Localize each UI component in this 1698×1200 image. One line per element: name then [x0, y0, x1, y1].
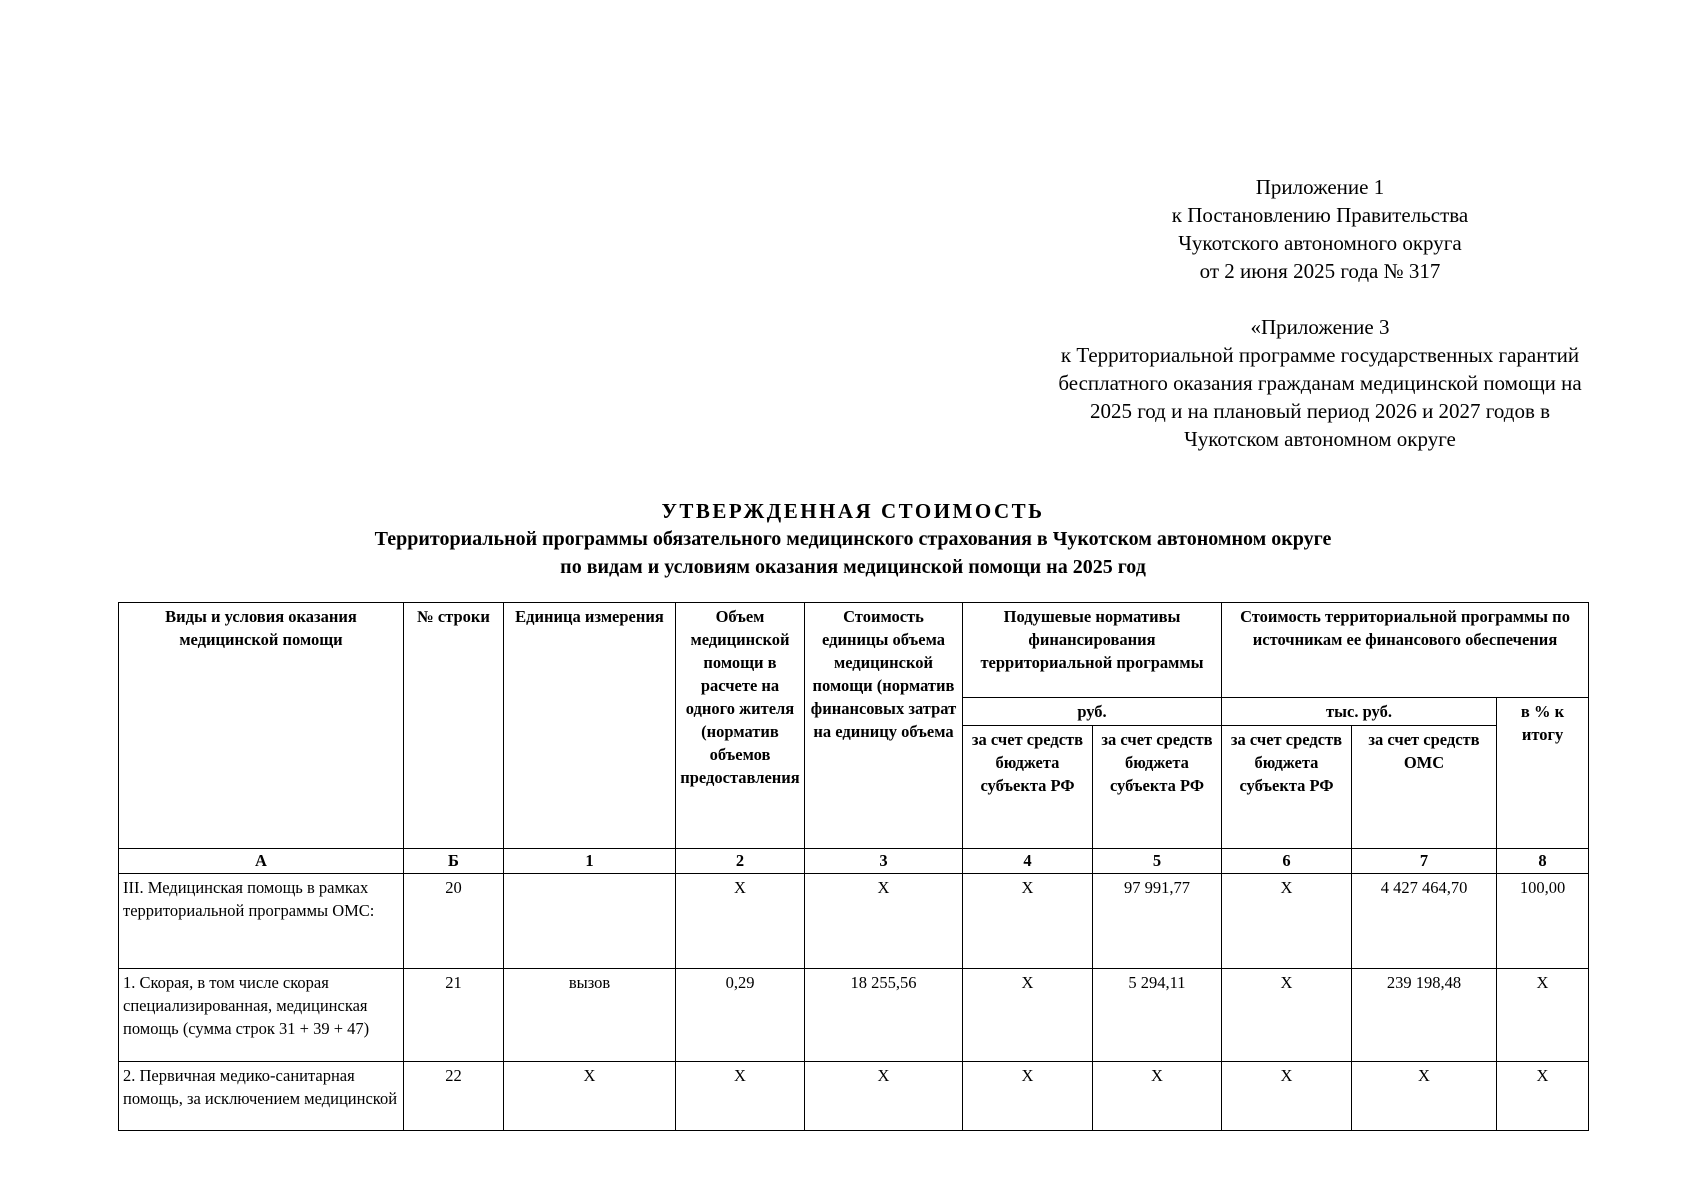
cell-unit-cost: 18 255,56	[805, 969, 963, 1062]
header-budget: за счет средств бюджета субъекта РФ	[1093, 726, 1222, 849]
header-per-capita: Подушевые нормативы финансирования территориальной программы	[963, 603, 1222, 698]
header-care-type: Виды и условия оказания медицинской помощи	[119, 603, 404, 849]
header-rub: руб.	[963, 698, 1222, 726]
column-code: 6	[1222, 849, 1352, 874]
cell-per-capita-oms: Х	[1093, 1062, 1222, 1131]
header-thousand-rub: тыс. руб.	[1222, 698, 1497, 726]
cell-unit-cost: Х	[805, 874, 963, 969]
column-code: 1	[504, 849, 676, 874]
header-program-cost: Стоимость территориальной программы по источникам ее финансового обеспечения	[1222, 603, 1589, 698]
appendix-1-line: Приложение 1	[1255, 175, 1385, 199]
appendix-3-line: бесплатного оказания гражданам медицинской помощи на	[1058, 371, 1582, 395]
table-row	[119, 969, 1589, 1062]
cell-volume: Х	[676, 874, 805, 969]
cell-percent: Х	[1497, 969, 1589, 1062]
appendix-3-line: к Территориальной программе государственных гарантий	[1060, 343, 1580, 367]
column-code: А	[119, 849, 404, 874]
cell-percent: Х	[1497, 1062, 1589, 1131]
column-code: 4	[963, 849, 1093, 874]
cell-cost-budget: Х	[1222, 874, 1352, 969]
column-code: Б	[404, 849, 504, 874]
header-percent: в % к итогу	[1497, 698, 1589, 849]
cell-percent: 100,00	[1497, 874, 1589, 969]
document-title	[118, 497, 1588, 581]
cell-per-capita-oms: 5 294,11	[1093, 969, 1222, 1062]
appendix-3-line: «Приложение 3	[1250, 315, 1390, 339]
column-code-row	[119, 849, 1589, 874]
appendix-1-line: от 2 июня 2025 года № 317	[1199, 259, 1441, 283]
cell-cost-oms: Х	[1352, 1062, 1497, 1131]
appendix-3-line: Чукотском автономном округе	[1184, 427, 1456, 451]
cell-row-number: 21	[404, 969, 504, 1062]
cell-volume: Х	[676, 1062, 805, 1131]
cell-row-number: 20	[404, 874, 504, 969]
cell-per-capita-budget: Х	[963, 969, 1093, 1062]
cell-cost-oms: 4 427 464,70	[1352, 874, 1497, 969]
title-main: УТВЕРЖДЕННАЯ СТОИМОСТЬ	[661, 499, 1045, 523]
table-row	[119, 874, 1589, 969]
column-code: 3	[805, 849, 963, 874]
cell-unit	[504, 874, 676, 969]
cell-per-capita-budget: Х	[963, 874, 1093, 969]
cell-cost-budget: Х	[1222, 1062, 1352, 1131]
table-row	[119, 1062, 1589, 1131]
title-subtitle-1: Территориальной программы обязательного медицинского страхования в Чукотском автономном округе	[374, 528, 1332, 550]
column-code: 7	[1352, 849, 1497, 874]
cell-care-type: 2. Первичная медико-санитарная помощь, за исключением медицинской	[119, 1062, 404, 1131]
appendix-1-line: к Постановлению Правительства	[1171, 203, 1469, 227]
column-code: 8	[1497, 849, 1589, 874]
appendix-1-header	[1110, 173, 1530, 285]
cost-table	[118, 602, 1589, 1131]
cell-volume: 0,29	[676, 969, 805, 1062]
cell-unit: Х	[504, 1062, 676, 1131]
cell-care-type: III. Медицинская помощь в рамках территориальной программы ОМС:	[119, 874, 404, 969]
cell-cost-oms: 239 198,48	[1352, 969, 1497, 1062]
header-oms: за счет средств ОМС	[1352, 726, 1497, 849]
title-subtitle-2: по видам и условиям оказания медицинской помощи на 2025 год	[560, 556, 1146, 578]
header-volume: Объем медицинской помощи в расчете на одного жителя (норматив объемов предоставления	[676, 603, 805, 849]
cell-cost-budget: Х	[1222, 969, 1352, 1062]
appendix-3-header	[990, 313, 1650, 453]
cell-per-capita-oms: 97 991,77	[1093, 874, 1222, 969]
appendix-1-line: Чукотского автономного округа	[1178, 231, 1462, 255]
header-budget: за счет средств бюджета субъекта РФ	[963, 726, 1093, 849]
cell-unit-cost: Х	[805, 1062, 963, 1131]
cell-care-type: 1. Скорая, в том числе скорая специализированная, медицинская помощь (сумма строк 31 + 39 + 47)	[119, 969, 404, 1062]
column-code: 5	[1093, 849, 1222, 874]
cell-unit: вызов	[504, 969, 676, 1062]
header-budget: за счет средств бюджета субъекта РФ	[1222, 726, 1352, 849]
appendix-3-line: 2025 год и на плановый период 2026 и 2027 годов в	[1089, 399, 1551, 423]
header-row-number: № строки	[404, 603, 504, 849]
column-code: 2	[676, 849, 805, 874]
cell-per-capita-budget: Х	[963, 1062, 1093, 1131]
header-unit: Единица измерения	[504, 603, 676, 849]
cell-row-number: 22	[404, 1062, 504, 1131]
header-unit-cost: Стоимость единицы объема медицинской помощи (норматив финансовых затрат на единицу объема	[805, 603, 963, 849]
